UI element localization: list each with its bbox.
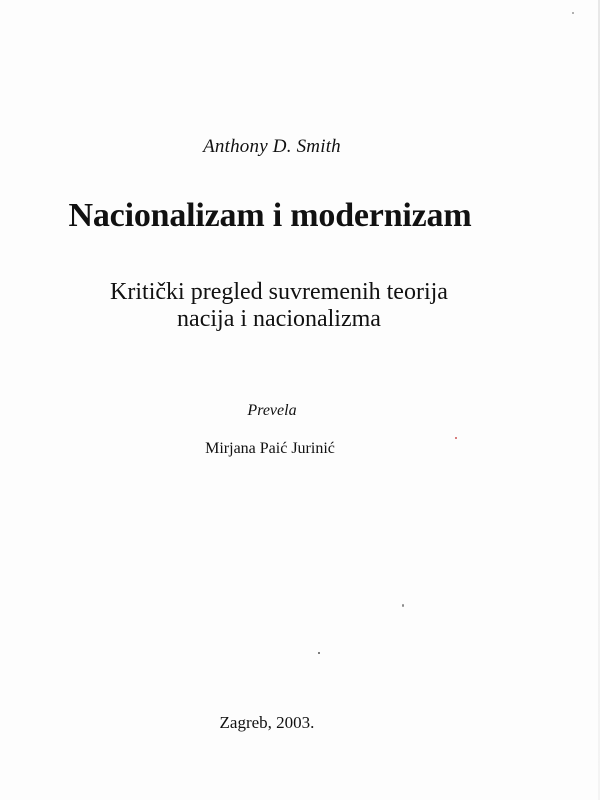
scan-speck	[402, 604, 404, 607]
publication-place-year: Zagreb, 2003.	[219, 713, 315, 732]
author-name: Anthony D. Smith	[203, 136, 341, 157]
subtitle-line-2: nacija i nacionalizma	[177, 306, 381, 332]
scan-speck	[572, 12, 574, 14]
scan-speck	[318, 652, 320, 654]
translator-name: Mirjana Paić Jurinić	[205, 440, 335, 457]
scan-speck	[455, 437, 457, 439]
book-subtitle	[78, 279, 480, 333]
subtitle-line-1: Kritički pregled suvremenih teorija	[110, 279, 448, 305]
translated-by-label: Prevela	[247, 402, 297, 419]
book-title: Nacionalizam i modernizam	[68, 197, 472, 234]
